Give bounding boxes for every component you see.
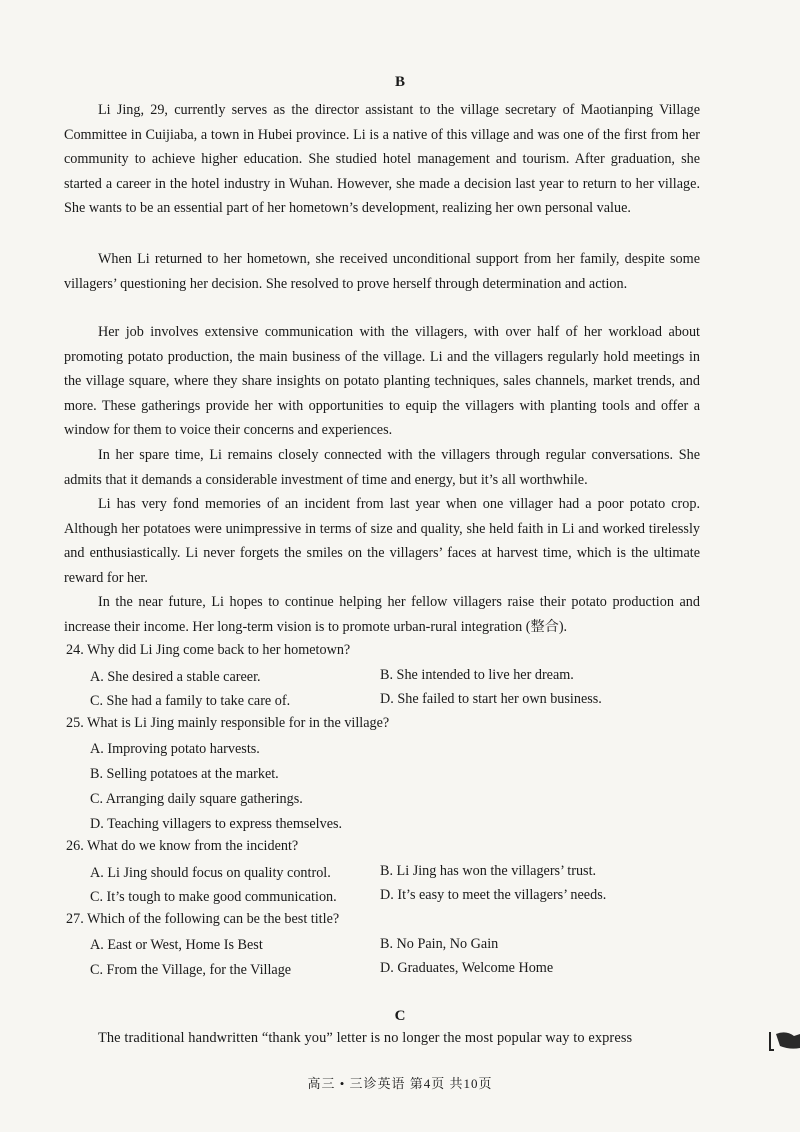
question-24-stem: 24. Why did Li Jing come back to her hometown? [66,642,351,658]
question-24-option-b[interactable]: B. She intended to live her dream. [380,667,574,683]
page-footer: 高三 • 三诊英语 第4页 共10页 [307,1076,493,1091]
section-c-first-line: The traditional handwritten “thank you” letter is no longer the most popular way to express [98,1030,633,1046]
question-26-stem: 26. What do we know from the incident? [66,838,299,854]
question-26-option-b[interactable]: B. Li Jing has won the villagers’ trust. [380,863,597,879]
question-25-option-a[interactable]: A. Improving potato harvests. [90,741,260,757]
passage-paragraph-1: Li Jing, 29, currently serves as the director assistant to the village secretary of Maotianping Village Committee in Cuijiaba, a town in Hubei province. Li is a native of this village and was one of the first from her community to achieve higher education. She studied hotel management and tourism. After graduation, she started a career in the hotel industry in Wuhan. However, she made a decision last year to return to her village. She wants to be an essential part of her hometown’s development, realizing her own personal value. [64,102,700,217]
question-24-option-a[interactable]: A. She desired a stable career. [90,669,261,685]
section-b-heading: B [394,74,405,90]
question-27-stem: 27. Which of the following can be the best title? [66,911,340,927]
question-25-option-c[interactable]: C. Arranging daily square gatherings. [90,791,303,807]
question-26-option-c[interactable]: C. It’s tough to make good communication. [90,889,337,905]
section-c-heading: C [394,1008,406,1024]
passage-paragraph-2: When Li returned to her hometown, she received unconditional support from her family, despite some villagers’ questioning her decision. She resolved to prove herself through determination and action. [64,251,700,292]
passage-paragraph-5: Li has very fond memories of an incident from last year when one villager had a poor potato crop. Although her potatoes were unimpressive in terms of size and quality, she held faith in Li and worked tirelessly and enthusiastically. Li never forgets the smiles on the villagers’ faces at harvest time, which is the ultimate reward for her. [64,496,700,586]
question-24-option-d[interactable]: D. She failed to start her own business. [380,691,602,707]
passage-paragraph-4: In her spare time, Li remains closely connected with the villagers through regular conversations. She admits that it demands a considerable investment of time and energy, but it’s all worthwhile. [64,447,700,488]
question-26-option-d[interactable]: D. It’s easy to meet the villagers’ needs. [380,887,607,903]
question-24-option-c[interactable]: C. She had a family to take care of. [90,693,291,709]
question-27-option-a[interactable]: A. East or West, Home Is Best [90,937,263,953]
binder-clip-icon [768,1028,800,1052]
question-25-option-b[interactable]: B. Selling potatoes at the market. [90,766,279,782]
question-25-option-d[interactable]: D. Teaching villagers to express themselves. [90,816,343,832]
passage-paragraph-6: In the near future, Li hopes to continue helping her fellow villagers raise their potato production and increase their income. Her long-term vision is to promote urban-rural integration (整合). [64,594,700,635]
passage-paragraph-3: Her job involves extensive communication with the villagers, with over half of her workload about promoting potato production, the main business of the village. Li and the villagers regularly hold meetings in the village square, where they share insights on potato planting techniques, sales channels, market trends, and more. These gatherings provide her with opportunities to equip the villagers with planting tools and offer a window for them to voice their concerns and experiences. [64,324,700,439]
question-27-option-b[interactable]: B. No Pain, No Gain [380,936,499,952]
question-27-option-c[interactable]: C. From the Village, for the Village [90,962,292,978]
question-26-option-a[interactable]: A. Li Jing should focus on quality control. [90,865,331,881]
question-25-stem: 25. What is Li Jing mainly responsible for in the village? [66,715,390,731]
question-27-option-d[interactable]: D. Graduates, Welcome Home [380,960,554,976]
